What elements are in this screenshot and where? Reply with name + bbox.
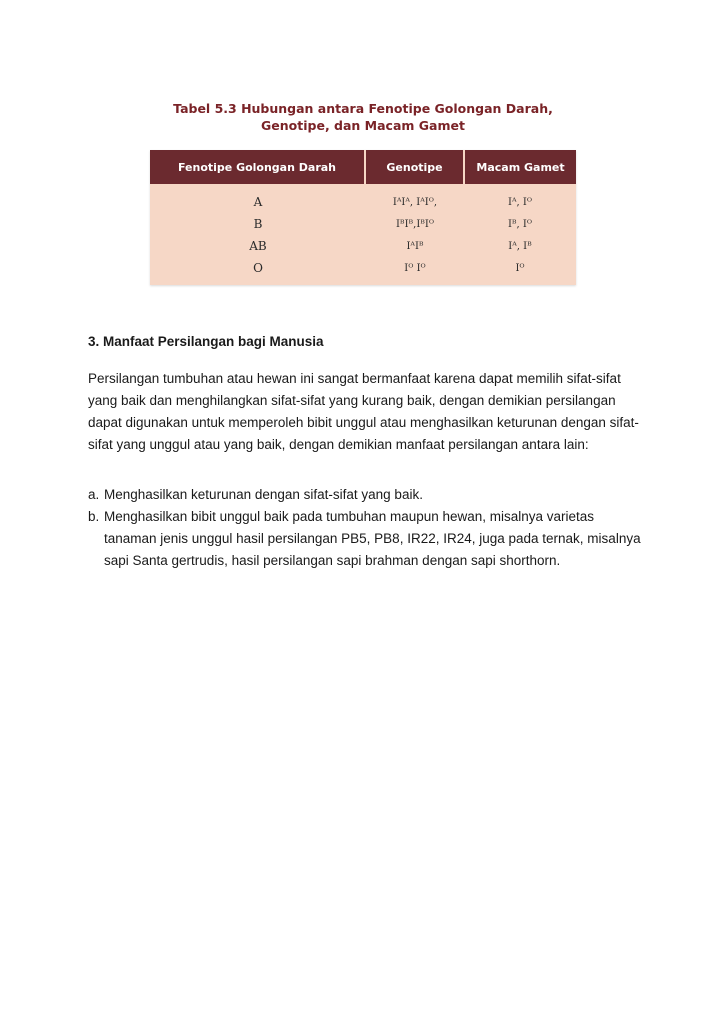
list-marker: a.	[88, 487, 100, 502]
gamete-cell: Iᴬ, Iᴼ	[508, 196, 532, 208]
section-heading: 3. Manfaat Persilangan bagi Manusia	[88, 334, 324, 349]
genotype-cell: IᴮIᴮ,IᴮIᴼ	[395, 218, 435, 230]
table-header-row	[150, 150, 576, 184]
table-body	[150, 184, 576, 279]
gamete-cell: Iᴮ, Iᴼ	[507, 218, 533, 230]
header-phenotype: Fenotipe Golongan Darah	[177, 160, 336, 174]
table-row	[150, 235, 576, 257]
table-row	[150, 257, 576, 279]
genotype-cell: Iᴼ Iᴼ	[404, 262, 426, 274]
phenotype-cell: O	[253, 261, 263, 275]
gamete-cell: Iᴬ, Iᴮ	[508, 240, 532, 252]
table-row	[150, 213, 576, 235]
blood-type-table	[150, 150, 576, 285]
phenotype-cell: B	[253, 217, 263, 231]
benefits-list	[88, 484, 648, 572]
phenotype-cell: AB	[249, 239, 267, 253]
header-gamete: Macam Gamet	[463, 150, 576, 184]
phenotype-cell: A	[253, 195, 263, 209]
table-row	[150, 191, 576, 213]
list-item	[88, 484, 648, 506]
list-item	[88, 506, 648, 572]
genotype-cell: IᴬIᴬ, IᴬIᴼ,	[392, 196, 438, 208]
list-item-text: Menghasilkan bibit unggul baik pada tumbuhan maupun hewan, misalnya varietas tanaman jenis unggul hasil persilangan PB5, PB8, IR22, IR24, juga pada ternak, misalnya sapi Santa gertrudis, hasil persilangan sapi brahman dengan sapi shorthorn.	[104, 509, 641, 568]
table-caption-line-2: Genotipe, dan Macam Gamet	[261, 118, 465, 133]
gamete-cell: Iᴼ	[515, 262, 525, 274]
list-marker: b.	[88, 509, 100, 524]
body-paragraph: Persilangan tumbuhan atau hewan ini sangat bermanfaat karena dapat memilih sifat-sifat yang baik dan menghilangkan sifat-sifat yang kurang baik, dengan demikian persilangan dapat digunakan untuk memperoleh bibit unggul atau menghasilkan keturunan dengan sifat-sifat yang unggul atau yang baik, dengan demikian manfaat persilangan antara lain:	[88, 371, 639, 452]
header-genotype: Genotipe	[364, 150, 463, 184]
genotype-cell: IᴬIᴮ	[406, 240, 424, 252]
table-caption	[150, 100, 576, 134]
list-item-text: Menghasilkan keturunan dengan sifat-sifat yang baik.	[104, 487, 423, 502]
table-caption-line-1: Tabel 5.3 Hubungan antara Fenotipe Golongan Darah,	[173, 101, 553, 116]
